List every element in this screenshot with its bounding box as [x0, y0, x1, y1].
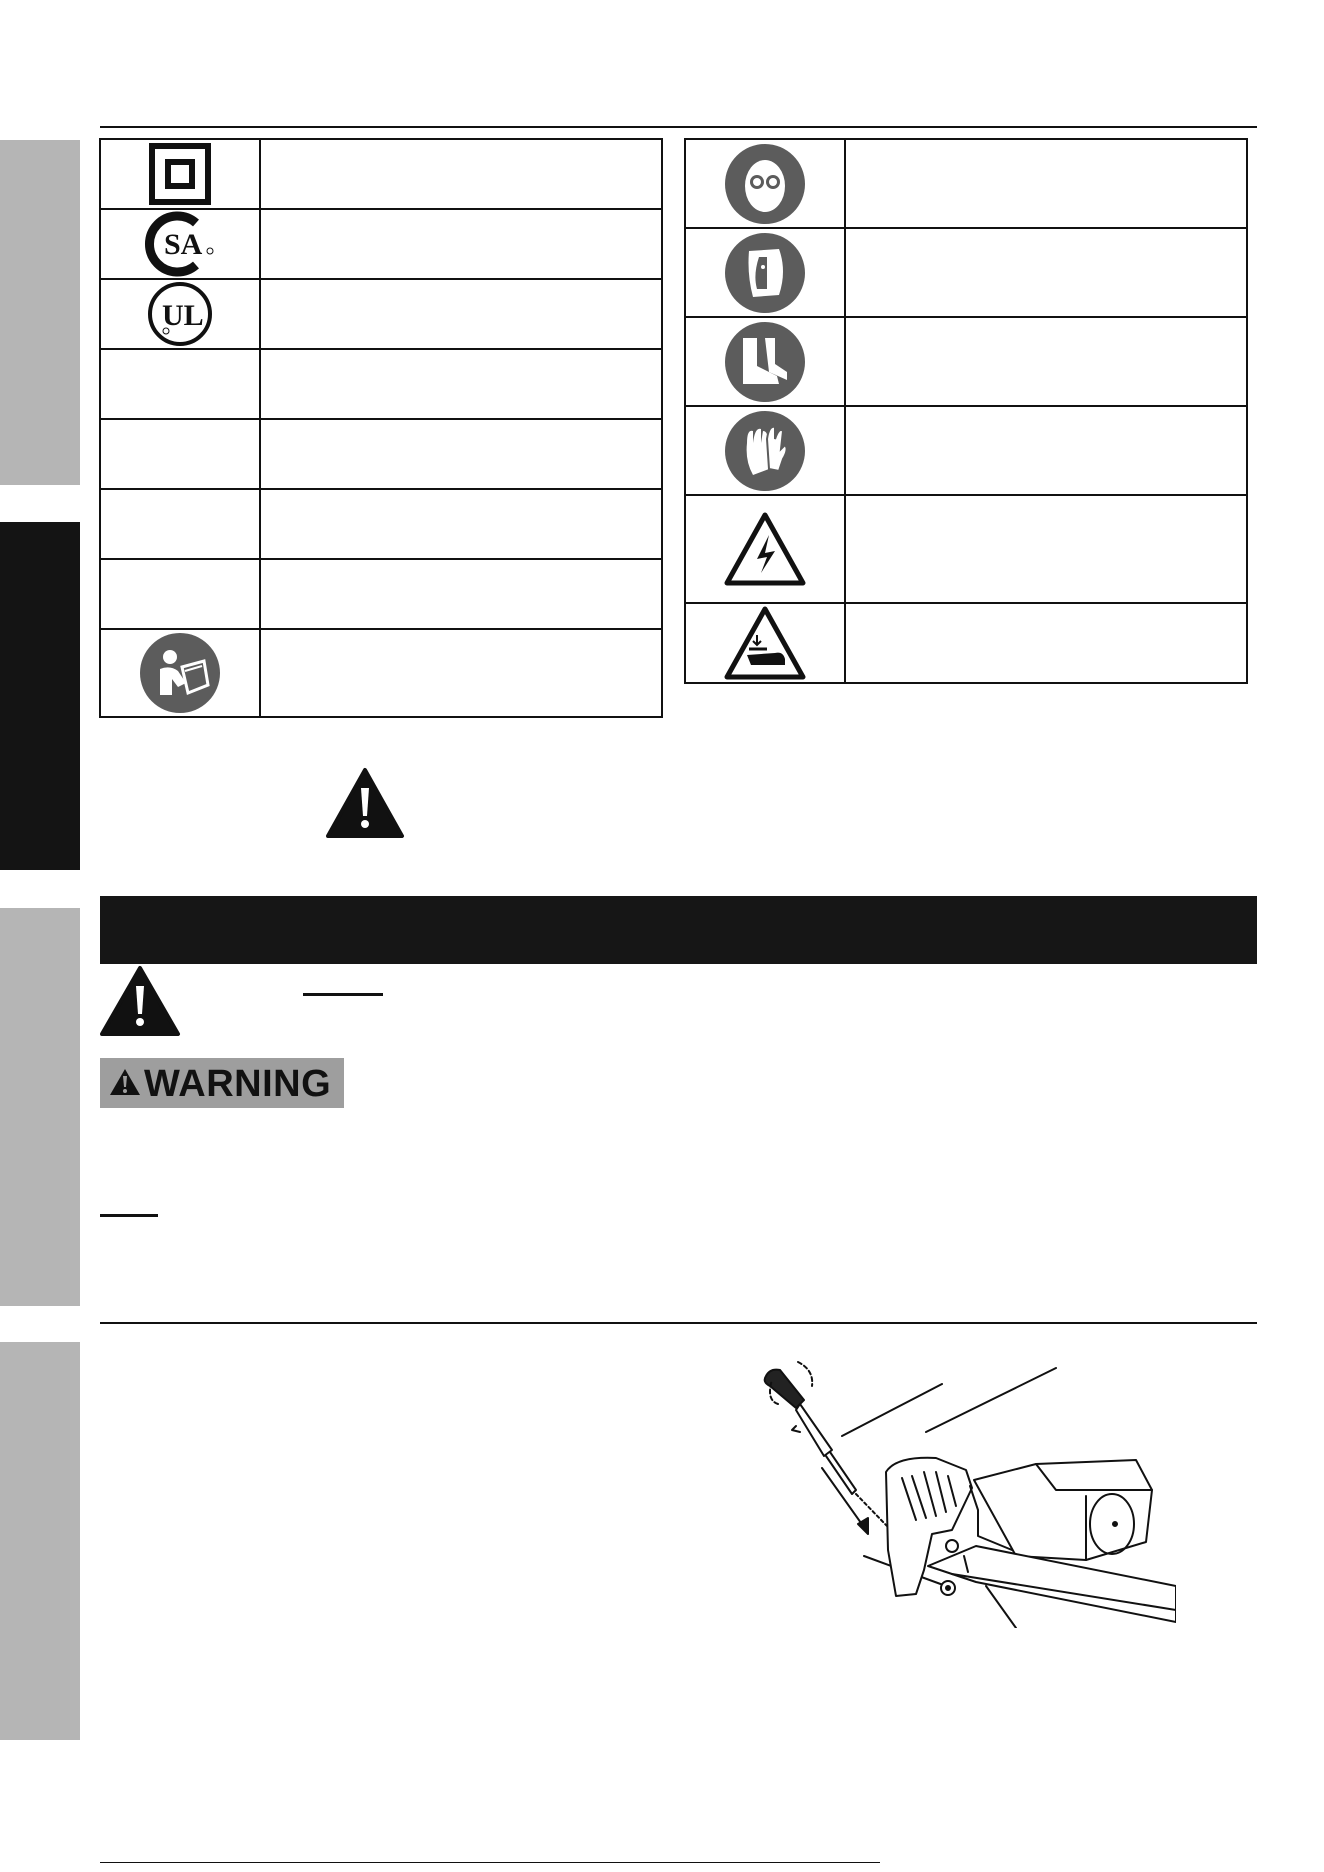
blade-adjustment-illustration [756, 1360, 1176, 1628]
svg-text:UL: UL [162, 299, 204, 332]
warning-badge [100, 1058, 344, 1108]
alert-triangle-icon [108, 1067, 142, 1097]
symbol-table-right [684, 138, 1248, 684]
symbol-cell [685, 317, 845, 406]
symbol-description [845, 495, 1247, 603]
underline-mark [303, 993, 383, 996]
safety-boots-icon [723, 320, 807, 404]
symbol-cell [100, 139, 260, 209]
symbol-description [845, 228, 1247, 317]
csa-mark-icon [142, 211, 218, 277]
symbol-cell [100, 279, 260, 349]
symbol-description [260, 419, 662, 489]
symbol-cell [100, 629, 260, 717]
symbol-cell [685, 495, 845, 603]
side-tab-2[interactable] [0, 522, 80, 870]
gloves-icon [723, 409, 807, 493]
safety-glasses-icon [723, 142, 807, 226]
symbol-table-left [99, 138, 663, 718]
face-shield-icon [723, 231, 807, 315]
symbol-description [845, 317, 1247, 406]
double-insulated-square-icon [149, 143, 211, 205]
alert-triangle-icon [98, 964, 182, 1038]
side-tab-1[interactable] [0, 140, 80, 485]
ul-mark-icon [146, 281, 214, 347]
symbol-description [260, 629, 662, 717]
symbol-cell [100, 489, 260, 559]
warning-badge-text: WARNING [144, 1063, 332, 1105]
symbol-cell [100, 349, 260, 419]
top-rule [100, 126, 1257, 128]
symbol-cell [685, 228, 845, 317]
symbol-cell [685, 406, 845, 495]
svg-text:SA: SA [164, 228, 203, 261]
symbol-cell [100, 209, 260, 279]
symbol-description [260, 489, 662, 559]
read-manual-icon [138, 631, 222, 715]
bottom-rule [100, 1862, 880, 1863]
section-rule [100, 1322, 1257, 1324]
symbol-cell [100, 419, 260, 489]
alert-triangle-icon [324, 766, 406, 840]
symbol-cell [685, 139, 845, 228]
symbol-description [845, 603, 1247, 683]
symbol-cell [100, 559, 260, 629]
symbol-description [845, 406, 1247, 495]
symbol-cell [685, 603, 845, 683]
symbol-description [260, 349, 662, 419]
symbol-description [260, 559, 662, 629]
symbol-description [845, 139, 1247, 228]
pinch-hazard-warning-icon [723, 605, 807, 681]
symbol-description [260, 139, 662, 209]
symbol-description [260, 209, 662, 279]
underline-mark [100, 1214, 158, 1217]
symbol-description [260, 279, 662, 349]
electric-shock-warning-icon [723, 511, 807, 587]
side-tab-4[interactable] [0, 1342, 80, 1740]
section-banner [100, 896, 1257, 964]
side-tab-3[interactable] [0, 908, 80, 1306]
